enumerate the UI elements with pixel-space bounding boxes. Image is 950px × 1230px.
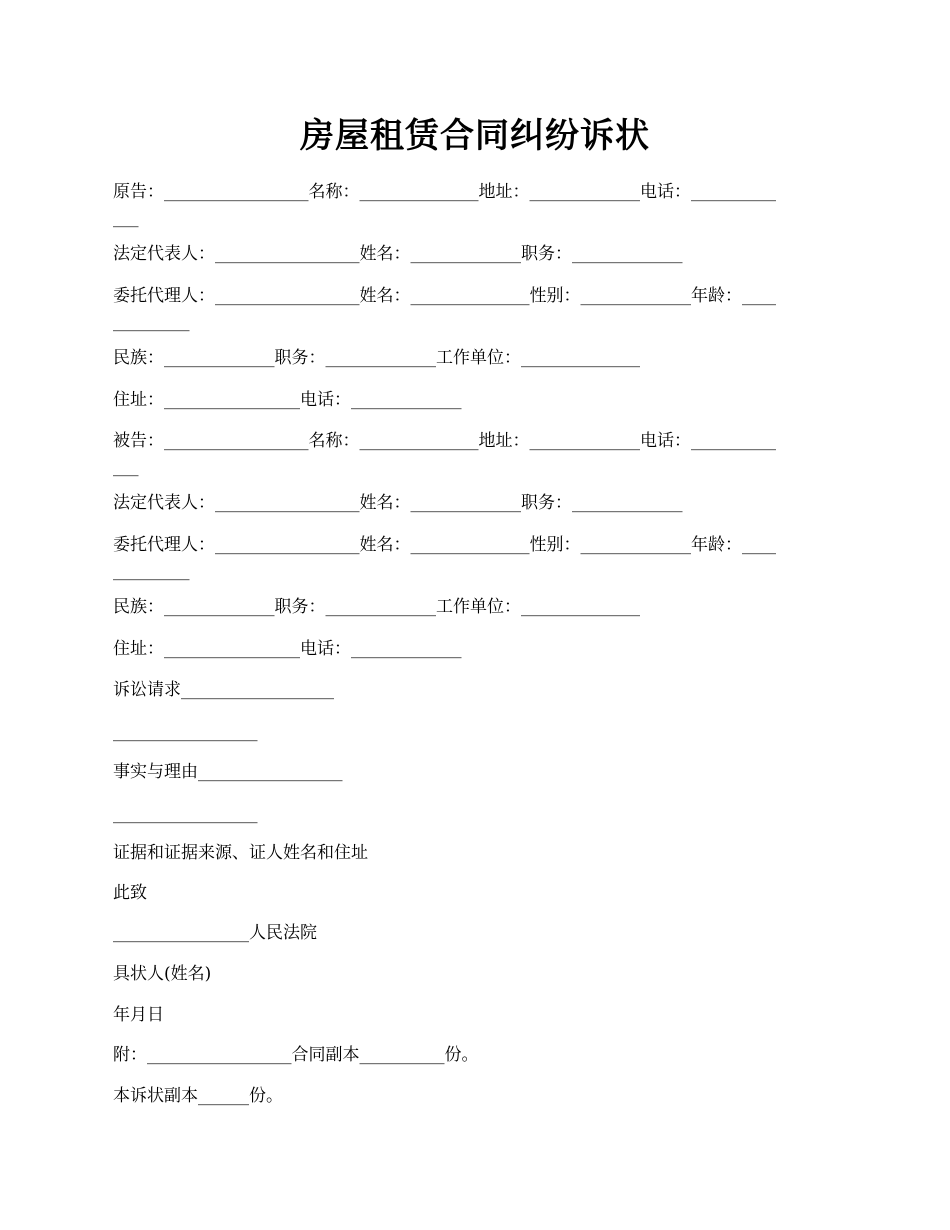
defendant-ethnicity-line: 民族：_____________职务：_____________工作单位：______________	[113, 597, 640, 617]
salutation-line: 此致	[113, 883, 147, 903]
attachment-line: 附：_________________合同副本__________份。	[113, 1045, 479, 1065]
defendant-legal-rep-line: 法定代表人：_________________姓名：_____________职务：_____________	[113, 493, 683, 513]
defendant-agent-line-wrap: _________	[113, 561, 190, 581]
claims-blank-line: _________________	[113, 722, 258, 742]
defendant-agent-line: 委托代理人：_________________姓名：______________性别：_____________年龄：____	[113, 535, 776, 555]
plaintiff-ethnicity-line: 民族：_____________职务：_____________工作单位：______________	[113, 348, 640, 368]
plaintiff-agent-line: 委托代理人：_________________姓名：______________性别：_____________年龄：____	[113, 286, 776, 306]
plaintiff-agent-line-wrap: _________	[113, 312, 190, 332]
plaintiff-line: 原告：_________________名称：______________地址：_____________电话：__________	[113, 182, 776, 202]
copies-line: 本诉状副本______份。	[113, 1086, 283, 1106]
plaintiff-legal-rep-line: 法定代表人：_________________姓名：_____________职务：_____________	[113, 244, 683, 264]
plaintiff-address-line: 住址：________________电话：_____________	[113, 390, 462, 410]
evidence-line: 证据和证据来源、证人姓名和住址	[113, 843, 368, 863]
facts-line: 事实与理由_________________	[113, 762, 343, 782]
claims-line: 诉讼请求__________________	[113, 680, 334, 700]
court-line: ________________人民法院	[113, 923, 317, 943]
document-title: 房屋租赁合同纠纷诉状	[300, 116, 650, 156]
defendant-line-wrap: ___	[113, 457, 139, 477]
facts-blank-line: _________________	[113, 804, 258, 824]
plaintiff-line-wrap: ___	[113, 208, 139, 228]
date-line: 年月日	[113, 1005, 164, 1025]
defendant-line: 被告：_________________名称：______________地址：_____________电话：__________	[113, 431, 776, 451]
signer-line: 具状人(姓名)	[113, 964, 212, 984]
defendant-address-line: 住址：________________电话：_____________	[113, 639, 462, 659]
